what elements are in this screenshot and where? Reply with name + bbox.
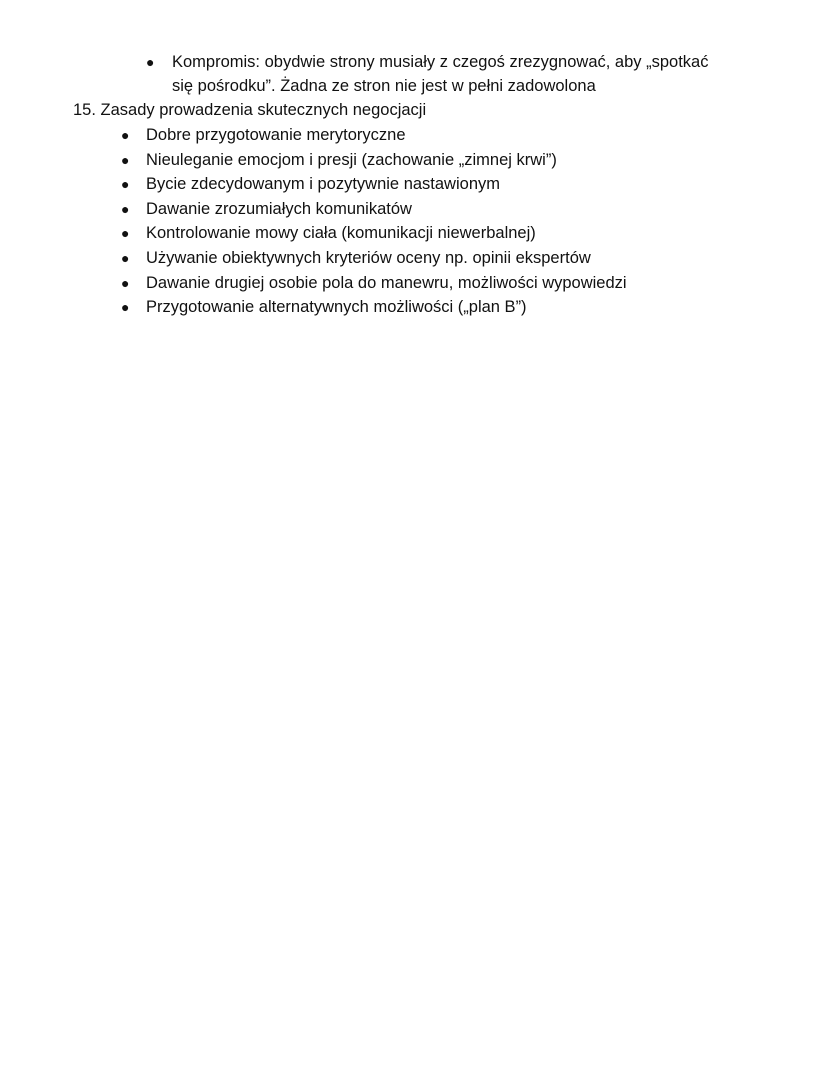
section-number: 15.	[73, 101, 96, 119]
bullet-icon: ●	[121, 176, 130, 193]
list-item: Przygotowanie alternatywnych możliwości („plan B”)	[146, 298, 527, 317]
bullet-icon: ●	[121, 127, 130, 143]
list-item: Nieuleganie emocjom i presji (zachowanie „zimnej krwi”)	[146, 150, 557, 169]
list-item: Bycie zdecydowanym i pozytywnie nastawionym	[146, 175, 500, 194]
list-item: Dobre przygotowanie merytoryczne	[146, 126, 406, 144]
bullet-icon: ●	[121, 151, 130, 168]
bullet-icon: ●	[121, 225, 130, 242]
bullet-icon: ●	[121, 299, 130, 316]
bullet-icon: ●	[121, 200, 130, 217]
list-item: Używanie obiektywnych kryteriów oceny np. opinii ekspertów	[146, 249, 591, 267]
list-item-compromise-line2: się pośrodku”. Żadna ze stron nie jest w pełni zadowolona	[172, 77, 596, 95]
list-item: Kontrolowanie mowy ciała (komunikacji niewerbalnej)	[146, 224, 536, 243]
bullet-icon: ●	[146, 54, 155, 70]
section-heading	[73, 100, 426, 120]
bullet-icon: ●	[121, 250, 130, 266]
section-title: Zasady prowadzenia skutecznych negocjacji	[100, 101, 427, 119]
bullet-icon: ●	[121, 274, 130, 291]
list-item-compromise-line1: Kompromis: obydwie strony musiały z czegoś zrezygnować, aby „spotkać	[172, 53, 709, 71]
list-item: Dawanie zrozumiałych komunikatów	[146, 199, 412, 218]
list-item: Dawanie drugiej osobie pola do manewru, możliwości wypowiedzi	[146, 273, 627, 292]
